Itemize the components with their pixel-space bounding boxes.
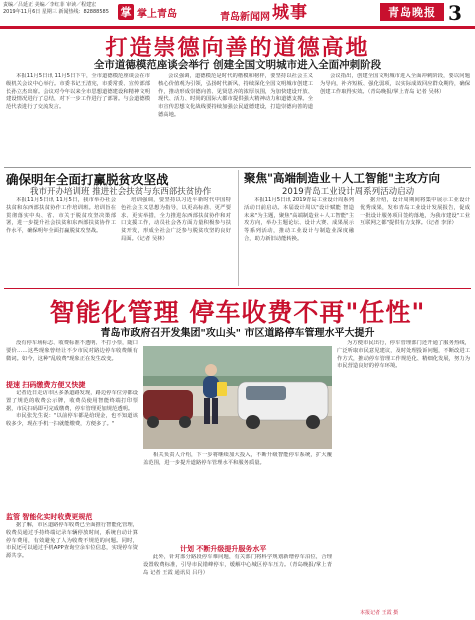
photo-credit: 本报记者 王霞 摄 — [360, 610, 399, 616]
story4-paragraph: 为方便市民出行，停车管理部门还开通了服务热线，广泛听取市民意见建议，及时处理投诉问题，不断改进工作方式，推动停车管理工作规范化、精细化发展，努力为市民营造良好的停车环境。 — [337, 340, 470, 370]
top-divider — [0, 26, 475, 29]
site-prefix: 青岛新闻网 — [220, 12, 270, 23]
news-photo — [143, 346, 332, 449]
page-number: 3 — [448, 1, 462, 25]
editor-line: 责编／吕延正 美编／李红菲 审读／程建宏 — [3, 2, 97, 8]
story4-body-col3 — [337, 340, 470, 606]
story4-subhead-scan: 提速 扫码缴费方便又快捷 — [6, 381, 86, 389]
story2-paragraph: 培训强调，要坚持以习近平新时代中国特色社会主义思想为指导，以更高标准、更严要求、更实举措，全力推进东西部扶贫协作和对口支援工作，动员社会各方面力量积极参与扶贫开发，形成全社会广泛参与脱贫攻坚的良好局面。（记者 吴林） — [121, 197, 231, 242]
app-name: 掌上青岛 — [137, 8, 177, 20]
story4-headline: 智能化管理 停车收费不再"任性" — [49, 298, 426, 327]
story3-headline: 聚焦"高端制造业＋人工智能"主攻方向 — [244, 171, 440, 185]
photo-parking-scene — [143, 346, 332, 449]
story4-paragraph: 此外，针对部分路段停车难问题，有关部门将科学规划新增停车泊位，合理设置收费标准，引导市民错峰停车，缓解中心城区停车压力。（青岛晚报/掌上青岛 记者 王霞 通讯员 吕丹） — [143, 554, 332, 576]
story4-body-col2 — [143, 452, 332, 540]
section-divider — [4, 167, 471, 168]
lead-headline: 打造崇德向善的道德高地 — [105, 35, 370, 61]
story4-paragraph: 没有停车场标志、收费标准不透明、不打小票，随口要价……这些现象曾经让不少市民对路边停车收费颇有微词。如今，这种"乱收费"现象正在发生改变。 — [6, 340, 138, 362]
lead-paragraph: 本报11月5日讯 11月5日下午，全市道德模范座谈会在市级机关会议中心举行。市委书记王清宪，市委常委、宣传部部长孙立杰出席。会议对今年以来全市思想道德建设和精神文明建设情况进行了总结，对下一步工作进行了部署。与会道德模范代表进行了交流发言。 — [6, 73, 150, 111]
story2-subheadline: 我市开办培训班 推进社会扶贫与东西部扶贫协作 — [30, 187, 212, 197]
story4-body-col1b — [6, 522, 138, 616]
story2-body-col2 — [121, 197, 231, 285]
story4-body-col1 — [6, 390, 138, 508]
lead-subheadline: 全市道德模范座谈会举行 创建全国文明城市进入全面冲刺阶段 — [93, 59, 382, 71]
page-info — [3, 2, 113, 15]
story4-body-col2b — [143, 554, 332, 616]
masthead — [0, 0, 475, 26]
column-divider — [238, 170, 239, 286]
section-divider — [4, 288, 471, 289]
newspaper-logo: 青岛晚报 — [380, 3, 444, 21]
story4-paragraph: 据了解，市区道路停车收费已全面推行智能化管理，收费员通过手持终端记录车辆停放时间，系统自动计算停车费用，有效避免了人为收费不规范的问题。同时，市民还可以通过手机APP查询空余车位信息，实现停车资源共享。 — [6, 522, 138, 560]
section-name: 城事 — [272, 3, 308, 23]
app-badge — [118, 3, 177, 21]
story2-paragraph: 本报11月5日讯 11月5日，我市举办社会扶贫和东西部扶贫协作工作培训班。培训旨在贯彻落实中央、省、市关于脱贫攻坚决策部署，进一步提升社会扶贫和东西部扶贫协作工作水平，确保明年全面打赢脱贫攻坚战。 — [6, 197, 116, 235]
story2-headline: 确保明年全面打赢脱贫攻坚战 — [6, 172, 169, 187]
lead-body-col1 — [6, 73, 150, 165]
story4-intro — [6, 340, 138, 376]
story4-paragraph: 相关负责人介绍，下一步将继续加大投入，不断升级智能停车系统，扩大覆盖范围，进一步提升道路停车管理水平和服务质量。 — [143, 452, 332, 466]
story4-subheadline: 青岛市政府召开发集团"攻山头" 市区道路停车管理水平大提升 — [100, 328, 375, 339]
story4-paragraph: 记者近日走访市区多条道路发现，路边停车位旁都设置了规范的收费公示牌，收费员使用智能终端打印票据，市民扫码即可完成缴费，停车管理更加规范透明。 — [6, 390, 138, 412]
story3-body-col1 — [244, 197, 354, 285]
story3-subheadline: 2019青岛工业设计周系列活动启动 — [282, 187, 415, 197]
story2-body-col1 — [6, 197, 116, 285]
lead-paragraph: 会议强调，道德模范是时代的楷模和榜样，要坚持以社会主义核心价值观为引领，弘扬时代新风，持续深化全国文明城市创建工作，推动形成崇德向善、见贤思齐的浓厚氛围，为加快建设开放、现代、活力、时尚的国际大都市提供强大精神动力和道德支撑。全市宣传思想文化战线要持续加强公民道德建设，打造崇德向善的道德高地。 — [158, 73, 313, 118]
story3-paragraph: 据介绍，设计周期间将集中展示工业设计优秀成果，发布青岛工业设计发展报告，促成一批设计服务项目签约落地，为我市建设"工业互联网之都"提供有力支撑。（记者 李泽） — [360, 197, 470, 227]
story3-body-col2 — [360, 197, 470, 285]
lead-body-col2 — [158, 73, 313, 165]
story4-subhead-plan: 计划 不断升级提升服务水平 — [180, 545, 267, 553]
story4-subhead-monitor: 监管 智能化实时收费更规范 — [6, 513, 93, 521]
section-title — [220, 3, 308, 23]
app-logo-icon: 掌 — [118, 4, 134, 20]
date-line: 2019年11月6日 星期三 新闻热线：82888585 — [3, 8, 109, 15]
lead-body-col3 — [320, 73, 470, 165]
photo-caption — [360, 609, 398, 616]
story4-paragraph: 市民张先生说："以前停车都是给现金，也不知道该收多少，现在手机一扫就能缴费，方便多了。" — [6, 413, 138, 428]
story3-paragraph: 本报11月5日讯 2019青岛工业设计周系列活动日前启动。本届设计周以"设计赋能 智造未来"为主题，聚焦"高端制造业＋人工智能"主攻方向，举办主题论坛、设计大赛、成果展示等系列活动，推动工业设计与制造业深度融合，助力新旧动能转换。 — [244, 197, 354, 242]
lead-paragraph: 会议指出，创建全国文明城市进入全面冲刺阶段，要以问题为导向，补齐短板、强化弱项，以实际成效回应群众期待，确保创建工作取得实效。（青岛晚报/掌上青岛 记者 吴林） — [320, 73, 470, 95]
